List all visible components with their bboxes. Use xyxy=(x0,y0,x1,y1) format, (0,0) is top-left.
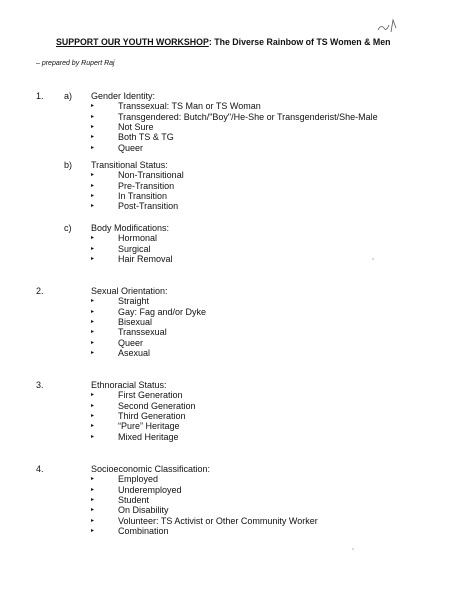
list-item: Employed xyxy=(118,474,159,485)
list-item: Non-Transitional xyxy=(118,170,184,181)
list-item: On Disability xyxy=(118,505,169,516)
author-byline: – prepared by Rupert Raj xyxy=(36,60,115,67)
section-number: 3. xyxy=(36,380,44,390)
list-item: Not Sure xyxy=(118,121,154,132)
document-title xyxy=(56,37,426,47)
bullet-icon: ▸ xyxy=(91,412,95,419)
list-item: Student xyxy=(118,494,150,505)
list-item: Both TS & TG xyxy=(118,132,174,143)
bullet-icon: ▸ xyxy=(91,318,95,325)
list-item: Surgical xyxy=(118,243,151,254)
list-item: Pre-Transition xyxy=(118,180,175,191)
workshop-name: SUPPORT OUR YOUTH WORKSHOP xyxy=(56,37,209,47)
bullet-icon: ▸ xyxy=(91,134,95,141)
scan-speck xyxy=(352,548,354,550)
list-item: Transgendered: Butch/"Boy"/He-She or Transgenderist/She-Male xyxy=(118,111,378,122)
document-subtitle: : The Diverse Rainbow of TS Women & Men xyxy=(208,37,391,47)
list-item: Transsexual: TS Man or TS Woman xyxy=(118,101,261,112)
scan-speck xyxy=(372,258,374,260)
bullet-icon: ▸ xyxy=(91,235,95,242)
bullet-icon: ▸ xyxy=(91,392,95,399)
bullet-icon: ▸ xyxy=(91,527,95,534)
list-item: Mixed Heritage xyxy=(118,431,179,442)
bullet-icon: ▸ xyxy=(91,329,95,336)
category-title: Transitional Status: xyxy=(91,160,168,170)
bullet-icon: ▸ xyxy=(91,298,95,305)
list-item: Hair Removal xyxy=(118,253,173,264)
bullet-icon: ▸ xyxy=(91,113,95,120)
list-item: Transsexual xyxy=(118,327,167,338)
bullet-icon: ▸ xyxy=(91,423,95,430)
list-item: Asexual xyxy=(118,347,151,358)
category-title: Socioeconomic Classification: xyxy=(91,464,211,474)
bullet-icon: ▸ xyxy=(91,433,95,440)
category-title: Sexual Orientation: xyxy=(91,286,168,296)
list-item: Post-Transition xyxy=(118,201,179,212)
list-item: Volunteer: TS Activist or Other Community Worker xyxy=(118,515,318,526)
bullet-icon: ▸ xyxy=(91,172,95,179)
section-number: 1. xyxy=(36,91,44,101)
list-item: In Transition xyxy=(118,190,168,201)
bullet-icon: ▸ xyxy=(91,192,95,199)
list-item: Second Generation xyxy=(118,400,196,411)
bullet-icon: ▸ xyxy=(91,144,95,151)
bullet-icon: ▸ xyxy=(91,203,95,210)
bullet-icon: ▸ xyxy=(91,496,95,503)
bullet-icon: ▸ xyxy=(91,476,95,483)
bullet-icon: ▸ xyxy=(91,308,95,315)
bullet-icon: ▸ xyxy=(91,339,95,346)
list-item: Underemployed xyxy=(118,484,182,495)
section-number: 2. xyxy=(36,286,44,296)
list-item: Third Generation xyxy=(118,410,186,421)
list-item: Queer xyxy=(118,337,144,348)
category-title: Body Modifications: xyxy=(91,223,170,233)
subsection-letter: b) xyxy=(64,160,73,170)
section-number: 4. xyxy=(36,464,44,474)
bullet-icon: ▸ xyxy=(91,103,95,110)
list-item: First Generation xyxy=(118,390,183,401)
bullet-icon: ▸ xyxy=(91,255,95,262)
bullet-icon: ▸ xyxy=(91,182,95,189)
bullet-icon: ▸ xyxy=(91,486,95,493)
bullet-icon: ▸ xyxy=(91,245,95,252)
bullet-icon: ▸ xyxy=(91,517,95,524)
list-item: Bisexual xyxy=(118,316,153,327)
bullet-icon: ▸ xyxy=(91,123,95,130)
list-item: Gay: Fag and/or Dyke xyxy=(118,306,207,317)
list-item: Queer xyxy=(118,142,144,153)
list-item: Combination xyxy=(118,525,169,536)
list-item: “Pure” Heritage xyxy=(118,421,180,432)
category-title: Ethnoracial Status: xyxy=(91,380,167,390)
bullet-icon: ▸ xyxy=(91,402,95,409)
subsection-letter: a) xyxy=(64,91,73,101)
subsection-letter: c) xyxy=(64,223,72,233)
bullet-icon: ▸ xyxy=(91,507,95,514)
list-item: Straight xyxy=(118,296,150,307)
list-item: Hormonal xyxy=(118,233,158,244)
category-title: Gender Identity: xyxy=(91,91,156,101)
bullet-icon: ▸ xyxy=(91,349,95,356)
